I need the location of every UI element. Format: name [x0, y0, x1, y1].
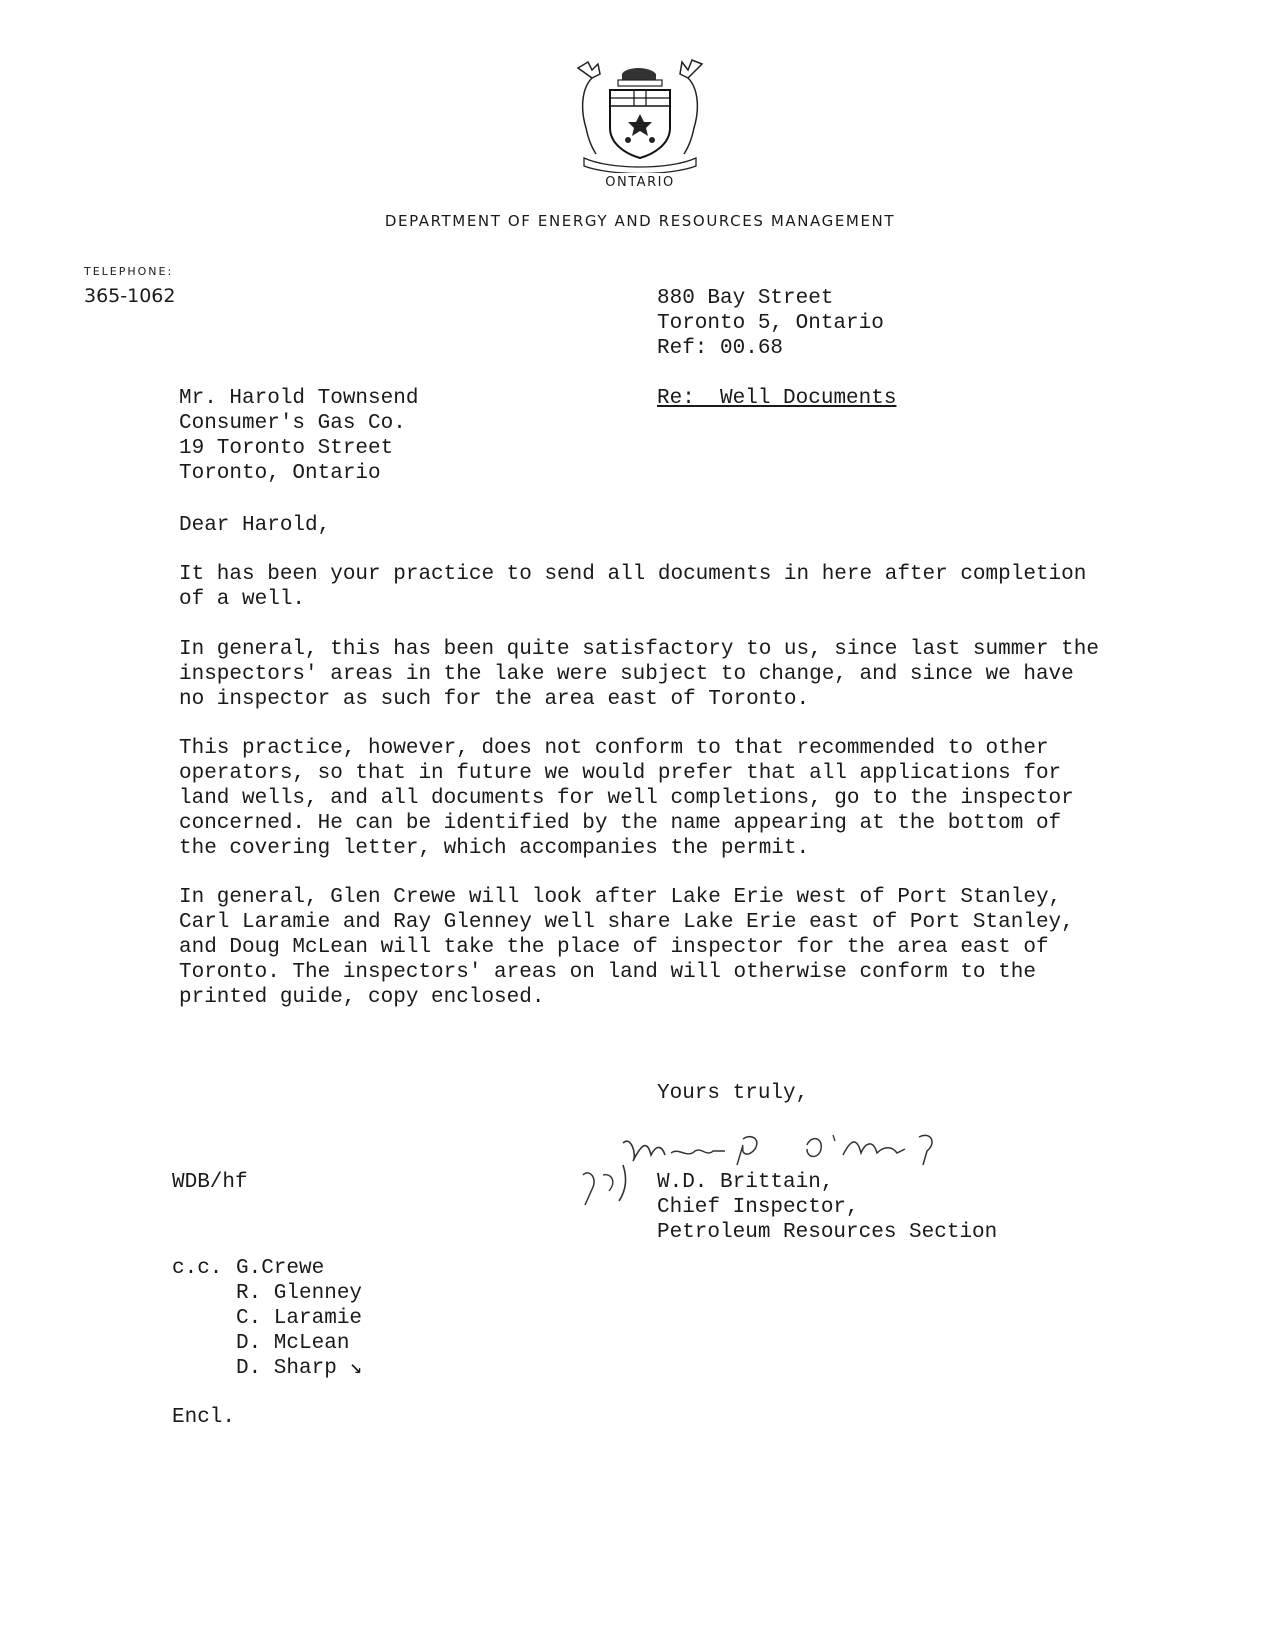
cc-label: c.c. [172, 1257, 223, 1280]
body-paragraph [179, 885, 1119, 1010]
paragraph-line: no inspector as such for the area east of Toronto. [179, 688, 810, 711]
recipient-line: Consumer's Gas Co. [179, 412, 406, 435]
signature-block [657, 1170, 997, 1245]
signatory-name: W.D. Brittain, [657, 1171, 834, 1194]
paragraph-line: inspectors' areas in the lake were subject to change, and since we have [179, 663, 1074, 686]
salutation: Dear Harold, [179, 514, 331, 537]
cc-recipient: G.Crewe [236, 1257, 325, 1280]
paragraph-line: It has been your practice to send all documents in here after completion [179, 563, 1087, 586]
checkmark-icon: ↘ [349, 1357, 363, 1380]
signatory-title: Chief Inspector, [657, 1196, 859, 1219]
cc-recipient: D. Sharp [236, 1357, 337, 1380]
paragraph-line: and Doug McLean will take the place of inspector for the area east of [179, 936, 1049, 959]
enclosure-note: Encl. [172, 1406, 236, 1429]
return-address-line: 880 Bay Street [657, 287, 834, 310]
cc-list [236, 1256, 362, 1381]
per-mark: per [595, 1187, 597, 1188]
ontario-crest-icon [570, 58, 710, 173]
subject-text: Well Documents [720, 387, 897, 410]
telephone-number: 365-1062 [84, 285, 176, 307]
paragraph-line: Toronto. The inspectors' areas on land will otherwise conform to the [179, 961, 1036, 984]
subject-line [657, 386, 896, 411]
reference-initials: WDB/hf [172, 1171, 248, 1194]
department-name: DEPARTMENT OF ENERGY AND RESOURCES MANAGEMENT [384, 212, 896, 230]
recipient-address [179, 386, 418, 486]
recipient-line: Toronto, Ontario [179, 462, 381, 485]
paragraph-line: the covering letter, which accompanies the permit. [179, 837, 810, 860]
paragraph-line: land wells, and all documents for well completions, go to the inspector [179, 787, 1074, 810]
paragraph-line: In general, this has been quite satisfactory to us, since last summer the [179, 638, 1099, 661]
cc-recipient: C. Laramie [236, 1307, 363, 1330]
paragraph-line: In general, Glen Crewe will look after Lake Erie west of Port Stanley, [179, 886, 1062, 909]
recipient-line: 19 Toronto Street [179, 437, 394, 460]
paragraph-line: concerned. He can be identified by the name appearing at the bottom of [179, 812, 1062, 835]
paragraph-line: This practice, however, does not conform to that recommended to other [179, 737, 1049, 760]
body-paragraph [179, 562, 1119, 612]
paragraph-line: Carl Laramie and Ray Glenney well share Lake Erie east of Port Stanley, [179, 911, 1074, 934]
body-paragraph [179, 637, 1119, 712]
signatory-section: Petroleum Resources Section [657, 1221, 998, 1244]
cc-recipient-with-check [236, 1356, 362, 1381]
reference-number: Ref: 00.68 [657, 337, 784, 360]
return-address-line: Toronto 5, Ontario [657, 312, 884, 335]
recipient-line: Mr. Harold Townsend [179, 387, 419, 410]
province-name: ONTARIO [605, 175, 675, 190]
subject-prefix: Re: [657, 387, 695, 410]
paragraph-line: printed guide, copy enclosed. [179, 986, 545, 1009]
complimentary-closing: Yours truly, [657, 1082, 809, 1105]
return-address [657, 286, 884, 361]
cc-recipient: R. Glenney [236, 1282, 363, 1305]
body-paragraph [179, 736, 1119, 861]
cc-recipient: D. McLean [236, 1332, 350, 1355]
paragraph-line: operators, so that in future we would prefer that all applications for [179, 762, 1062, 785]
paragraph-line: of a well. [179, 588, 306, 611]
telephone-label: TELEPHONE: [84, 265, 174, 278]
